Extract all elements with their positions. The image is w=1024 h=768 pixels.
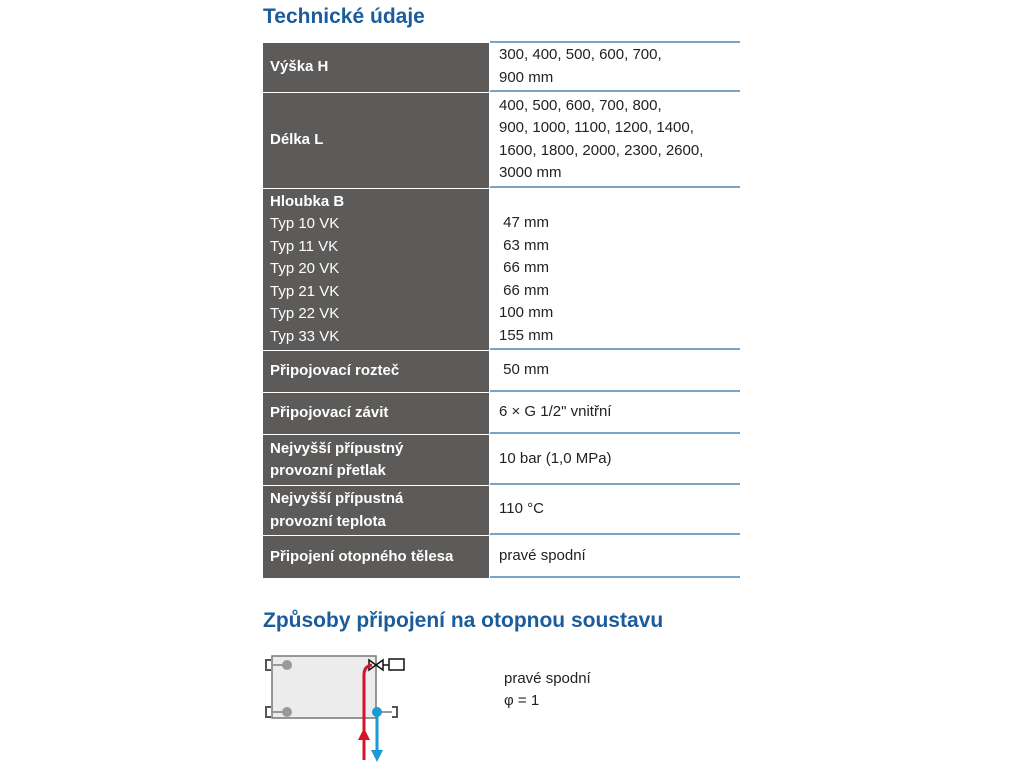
value-line: 900, 1000, 1100, 1200, 1400, (499, 119, 694, 136)
plug-dot (282, 660, 292, 670)
depth-type: Typ 10 VK (270, 215, 340, 233)
connection-factor: φ = 1 (504, 692, 540, 709)
spec-row-thread (263, 393, 740, 434)
return-arrow-icon (371, 750, 383, 762)
spec-value (490, 93, 740, 188)
label-line: provozní teplota (270, 512, 386, 530)
page-title: Technické údaje (263, 5, 425, 28)
depth-label: Hloubka B (270, 192, 345, 210)
depth-type: Typ 22 VK (270, 305, 340, 323)
value-line: pravé spodní (499, 546, 586, 564)
label-line: provozní přetlak (270, 462, 386, 479)
value-line: 110 °C (499, 500, 544, 518)
valve-head-icon (389, 659, 404, 670)
value-line: 400, 500, 600, 700, 800, (499, 96, 662, 114)
spec-value (490, 536, 740, 578)
value-line: 3000 mm (499, 164, 562, 181)
value-line: 1600, 1800, 2000, 2300, 2600, (499, 141, 704, 159)
spec-value (490, 351, 740, 392)
section-title: Způsoby připojení na otopnou soustavu (263, 609, 664, 632)
spec-label (263, 189, 489, 350)
return-dot (372, 707, 382, 717)
spec-row-length (263, 93, 740, 188)
spec-label: Připojovací závit (263, 393, 489, 434)
value-line: 300, 400, 500, 600, 700, (499, 46, 662, 63)
depth-value: 66 mm (499, 281, 550, 299)
spec-label: Připojovací rozteč (263, 351, 489, 392)
depth-type: Typ 33 VK (270, 327, 340, 345)
spec-label (263, 435, 489, 485)
depth-value: 47 mm (499, 214, 550, 232)
value-line: 10 bar (1,0 MPa) (499, 449, 612, 467)
spec-label (263, 486, 489, 535)
spec-value (490, 486, 740, 535)
spec-value (490, 41, 740, 92)
depth-value: 100 mm (499, 304, 554, 322)
depth-value: 155 mm (499, 326, 554, 344)
spec-row-connection (263, 536, 740, 578)
depth-type: Typ 11 VK (270, 237, 339, 255)
spec-row-pressure (263, 435, 740, 485)
connection-caption: pravé spodní (504, 670, 591, 687)
label-line: Nejvyšší přípustná (270, 490, 404, 507)
depth-type: Typ 20 VK (270, 260, 340, 278)
spec-value (490, 435, 740, 485)
spec-row-height (263, 41, 740, 92)
spec-row-temperature (263, 486, 740, 535)
value-line: 6 × G 1/2" vnitřní (499, 403, 612, 421)
spec-label: Připojení otopného tělesa (263, 536, 489, 578)
connection-diagram (262, 650, 412, 768)
plug-dot (282, 707, 292, 717)
spec-value (490, 393, 740, 434)
supply-arrow-icon (358, 728, 370, 740)
depth-type: Typ 21 VK (270, 282, 340, 300)
spec-row-depth (263, 189, 740, 350)
depth-value: 66 mm (499, 259, 550, 277)
spec-label: Výška H (263, 43, 489, 92)
spec-label: Délka L (263, 93, 489, 188)
label-line: Nejvyšší přípustný (270, 439, 404, 457)
depth-value: 63 mm (499, 236, 550, 254)
value-line: 50 mm (499, 361, 550, 379)
spec-row-spacing (263, 351, 740, 392)
value-line: 900 mm (499, 68, 554, 86)
spec-value (490, 189, 740, 350)
